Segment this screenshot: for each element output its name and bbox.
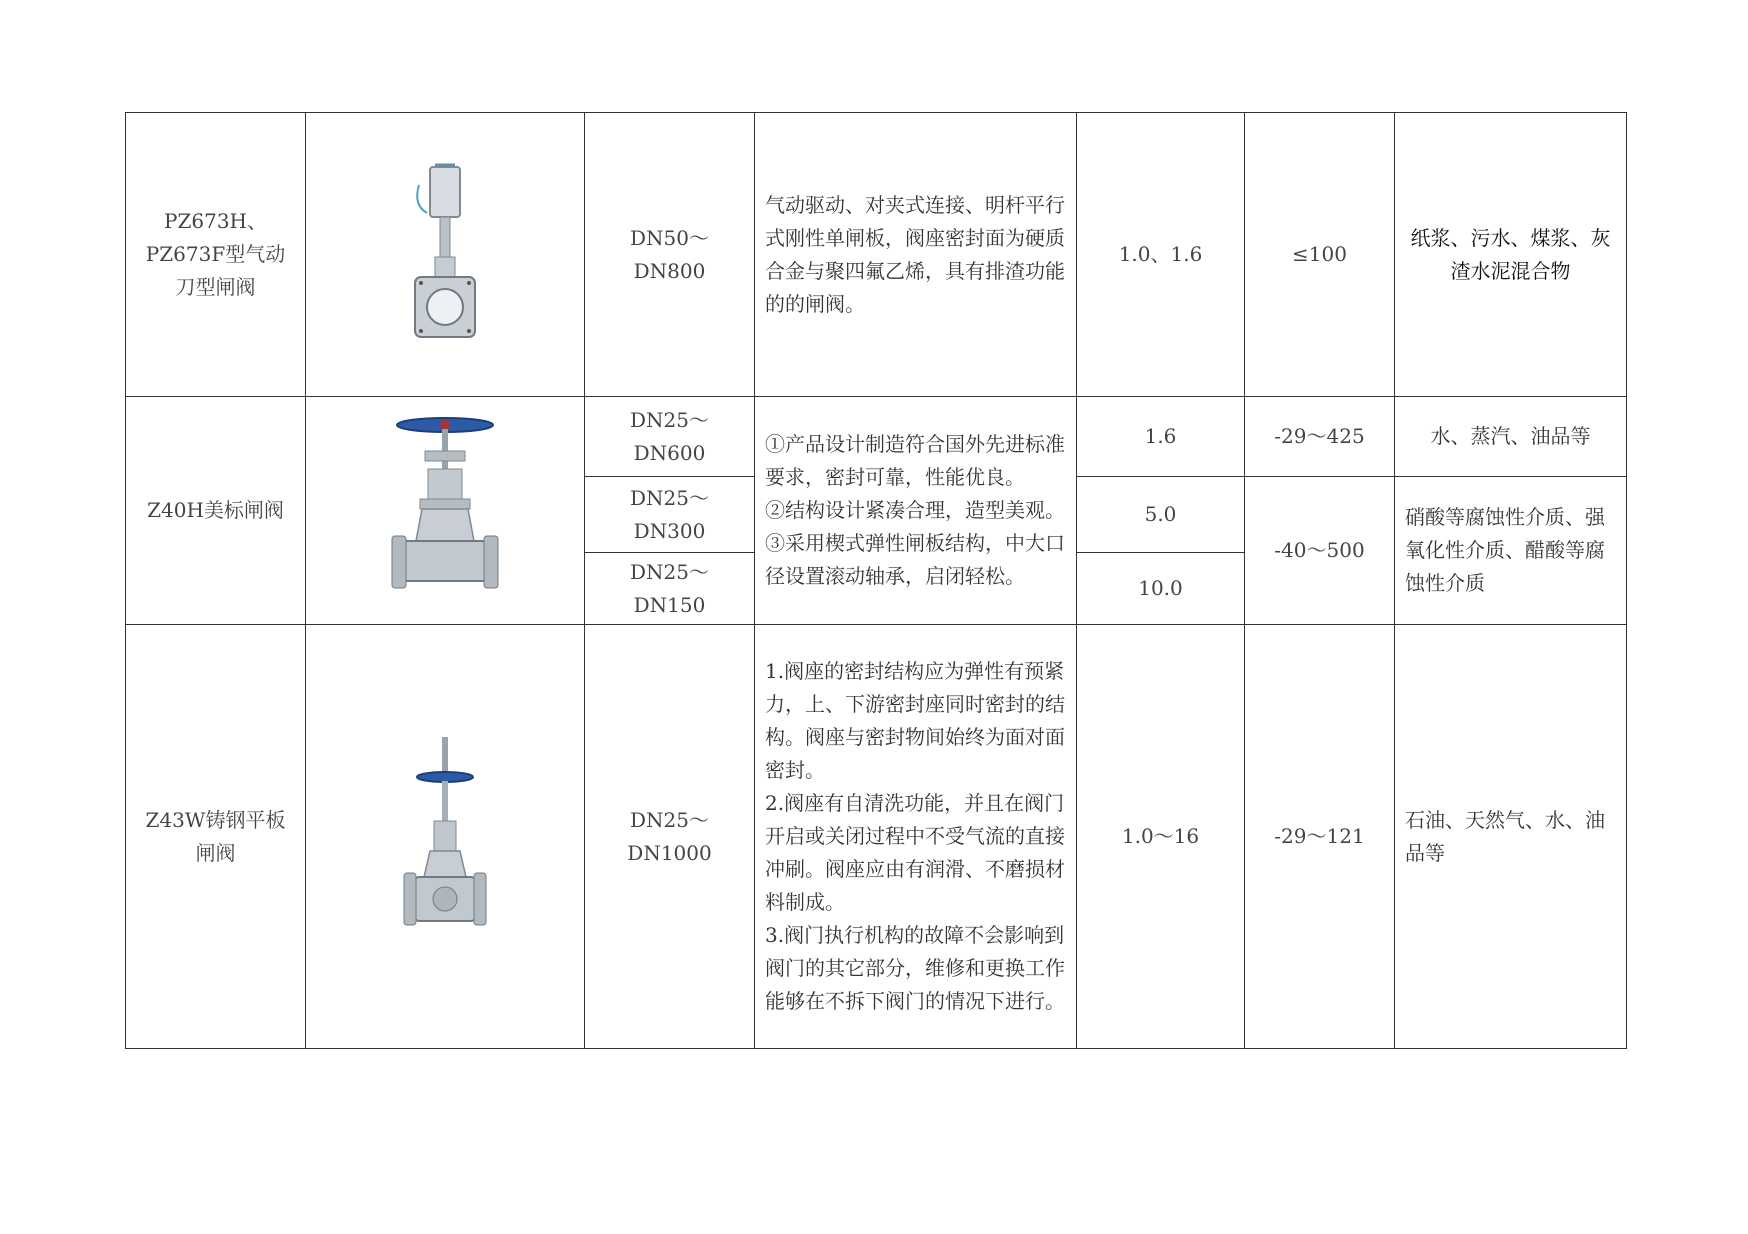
applicable-media: 石油、天然气、水、油品等 [1395,625,1627,1049]
valve-spec-table [125,112,1627,1049]
nominal-pressure: 5.0 [1077,477,1245,553]
valve-description [755,397,1077,625]
product-image [306,625,585,1049]
model-name: Z43W铸钢平板闸阀 [126,625,306,1049]
temperature-range: -29～425 [1245,397,1395,477]
gate-valve-icon [390,411,500,611]
description-point: ①产品设计制造符合国外先进标准要求，密封可靠，性能优良。 [765,432,1065,489]
valve-description [755,625,1077,1049]
model-name: PZ673H、PZ673F型气动刀型闸阀 [126,113,306,397]
temperature-range: ≤100 [1245,113,1395,397]
table-row [126,625,1627,1049]
nominal-diameter: DN25～DN600 [585,397,755,477]
valve-description: 气动驱动、对夹式连接、明杆平行式刚性单闸板，阀座密封面为硬质合金与聚四氟乙烯，具有排渣功能的的闸阀。 [755,113,1077,397]
nominal-diameter: DN50～DN800 [585,113,755,397]
cast-steel-slab-gate-valve-icon [400,737,490,937]
table-row [126,113,1627,397]
description-point: ③采用楔式弹性闸板结构，中大口径设置滚动轴承，启闭轻松。 [765,531,1065,588]
nominal-diameter: DN25～DN1000 [585,625,755,1049]
applicable-media: 纸浆、污水、煤浆、灰渣水泥混合物 [1395,113,1627,397]
nominal-pressure: 1.0～16 [1077,625,1245,1049]
description-point: 1.阀座的密封结构应为弹性有预紧力，上、下游密封座同时密封的结构。阀座与密封物间始终为面对面密封。 [765,659,1065,782]
nominal-diameter: DN25～DN150 [585,553,755,625]
nominal-pressure: 10.0 [1077,553,1245,625]
temperature-range: -40～500 [1245,477,1395,625]
temperature-range: -29～121 [1245,625,1395,1049]
description-point: 2.阀座有自清洗功能，并且在阀门开启或关闭过程中不受气流的直接冲刷。阀座应由有润滑、不磨损材料制成。 [765,791,1065,914]
pneumatic-knife-gate-valve-icon [405,155,485,355]
product-image [306,397,585,625]
applicable-media: 硝酸等腐蚀性介质、强氧化性介质、醋酸等腐蚀性介质 [1395,477,1627,625]
nominal-diameter: DN25～DN300 [585,477,755,553]
product-image [306,113,585,397]
applicable-media: 水、蒸汽、油品等 [1395,397,1627,477]
nominal-pressure: 1.6 [1077,397,1245,477]
description-point: ②结构设计紧凑合理，造型美观。 [765,498,1065,522]
nominal-pressure: 1.0、1.6 [1077,113,1245,397]
model-name: Z40H美标闸阀 [126,397,306,625]
description-point: 3.阀门执行机构的故障不会影响到阀门的其它部分，维修和更换工作能够在不拆下阀门的情况下进行。 [765,923,1065,1013]
table-row [126,397,1627,477]
